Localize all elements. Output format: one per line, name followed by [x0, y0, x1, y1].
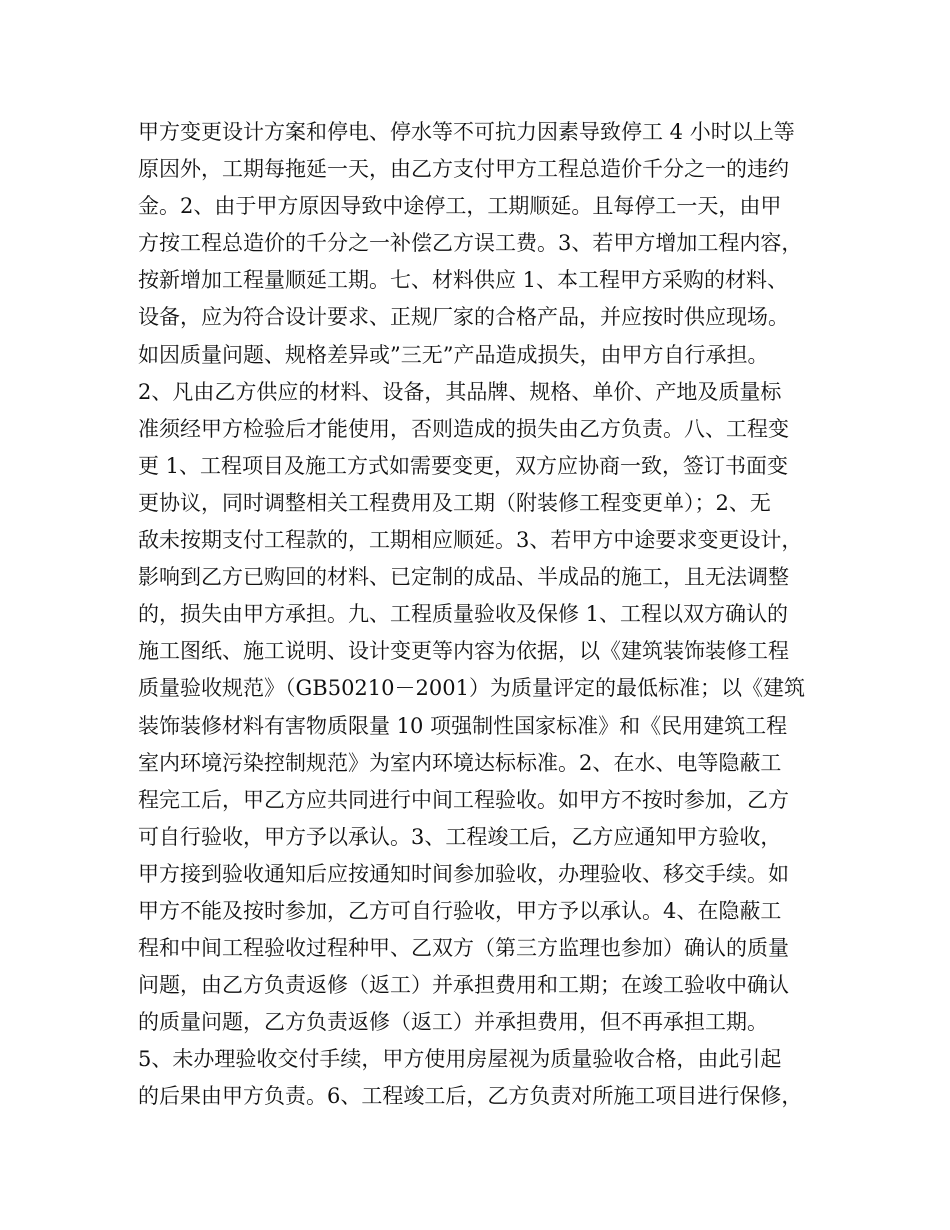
- text-line-15: 施工图纸、施工说明、设计变更等内容为依据，以《建筑装饰装修工程: [138, 639, 789, 664]
- text-line-2: 原因外，工期每拖延一天，由乙方支付甲方工程总造价千分之一的违约: [138, 157, 789, 182]
- text-line-13: 影响到乙方已购回的材料、已定制的成品、半成品的施工，且无法调整: [138, 565, 789, 590]
- text-line-12: 敌未按期支付工程款的，工期相应顺延。3、若甲方中途要求变更设计，: [138, 528, 803, 553]
- text-line-17: 装饰装修材料有害物质限量 10 项强制性国家标准》和《民用建筑工程: [138, 713, 788, 738]
- text-line-25: 的质量问题，乙方负责返修（返工）并承担费用，但不再承担工期。: [138, 1010, 768, 1035]
- text-line-26: 5、未办理验收交付手续，甲方使用房屋视为质量验收合格，由此引起: [138, 1047, 782, 1072]
- text-line-6: 设备，应为符合设计要求、正规厂家的合格产品，并应按时供应现场。: [138, 305, 789, 330]
- text-line-8: 2、凡由乙方供应的材料、设备，其品牌、规格、单价、产地及质量标: [138, 379, 782, 404]
- text-line-3: 金。2、由于甲方原因导致中途停工，工期顺延。且每停工一天，由甲: [138, 194, 782, 219]
- body-text: [138, 114, 828, 1116]
- text-line-22: 甲方不能及按时参加，乙方可自行验收，甲方予以承认。4、在隐蔽工: [138, 898, 782, 923]
- text-line-5: 按新增加工程量顺延工期。七、材料供应 1、本工程甲方采购的材料、: [138, 268, 789, 293]
- text-line-4: 方按工程总造价的千分之一补偿乙方误工费。3、若甲方增加工程内容，: [138, 231, 803, 256]
- text-line-10: 更 1、工程项目及施工方式如需要变更，双方应协商一致，签订书面变: [138, 453, 789, 478]
- text-line-7: 如因质量问题、规格差异或”三无”产品造成损失，由甲方自行承担。: [138, 342, 769, 367]
- text-line-9: 准须经甲方检验后才能使用，否则造成的损失由乙方负责。八、工程变: [138, 416, 789, 441]
- text-line-18: 室内环境污染控制规范》为室内环境达标标准。2、在水、电等隐蔽工: [138, 750, 782, 775]
- text-line-24: 问题，由乙方负责返修（返工）并承担费用和工期；在竣工验收中确认: [138, 973, 789, 998]
- text-line-20: 可自行验收，甲方予以承认。3、工程竣工后，乙方应通知甲方验收，: [138, 824, 782, 849]
- text-line-11: 更协议，同时调整相关工程费用及工期（附装修工程变更单）；2、无: [138, 490, 771, 515]
- text-line-23: 程和中间工程验收过程种甲、乙双方（第三方监理也参加）确认的质量: [138, 936, 789, 961]
- text-line-27: 的后果由甲方负责。6、工程竣工后，乙方负责对所施工项目进行保修，: [138, 1084, 803, 1109]
- text-line-19: 程完工后，甲乙方应共同进行中间工程验收。如甲方不按时参加，乙方: [138, 787, 789, 812]
- text-line-14: 的，损失由甲方承担。九、工程质量验收及保修 1、工程以双方确认的: [138, 602, 789, 627]
- text-line-16: 质量验收规范》（GB50210－2001）为质量评定的最低标准；以《建筑: [138, 676, 805, 701]
- text-line-21: 甲方接到验收通知后应按通知时间参加验收，办理验收、移交手续。如: [138, 861, 789, 886]
- text-line-1: 甲方变更设计方案和停电、停水等不可抗力因素导致停工 4 小时以上等: [138, 120, 795, 144]
